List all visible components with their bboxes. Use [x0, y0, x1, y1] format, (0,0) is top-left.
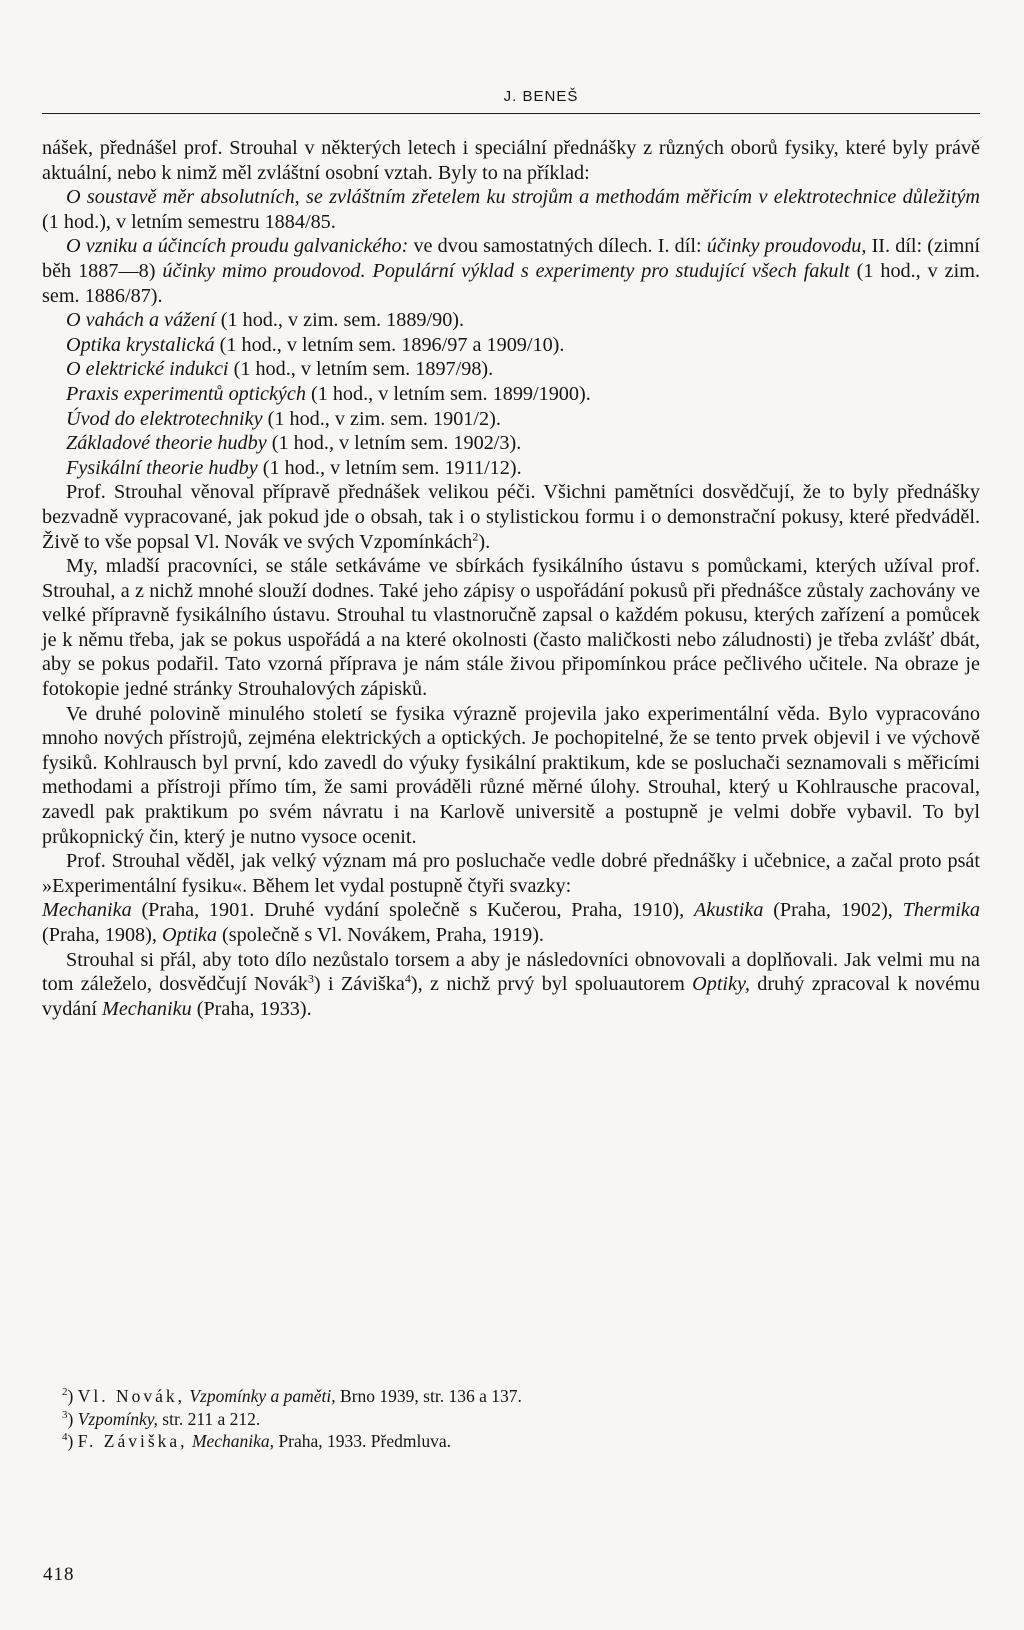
- body-text: [42, 136, 980, 1021]
- footnote: $^4$) F. Záviška, Mechanika, Praha, 1933. Předmluva.: [62, 1431, 451, 1451]
- book-list: Mechanika (Praha, 1901. Druhé vydání společně s Kučerou, Praha, 1910), Akustika (Praha, 1902), Thermika (Praha, 1908), Optika (společně s Vl. Novákem, Praha, 1919).: [42, 899, 980, 946]
- lecture-list: [42, 185, 980, 480]
- footnote: $^2$) Vl. Novák, Vzpomínky a paměti, Brno 1939, str. 136 a 137.: [62, 1386, 522, 1406]
- lecture-item: Praxis experimentů optických (1 hod., v letním sem. 1899/1900).: [66, 382, 591, 405]
- footnote-ref: 3: [307, 971, 314, 986]
- lecture-item: O soustavě měr absolutních, se zvláštním zřetelem ku strojům a methodám měřicím v elektrotechnice důležitým (1 hod.), v letním semestru 1884/85.: [42, 186, 980, 233]
- paragraph-continuation: nášek, přednášel prof. Strouhal v některých letech i speciální přednášky z různých oborů fysiky, které byly právě aktuální, nebo k nimž měl zvláštní osobní vztah. Byly to na příklad:: [42, 137, 980, 184]
- paragraph: Prof. Strouhal věděl, jak velký význam má pro posluchače vedle dobré přednášky i učebnice, a začal proto psát »Experimentální fysiku«. Během let vydal postupně čtyři svazky:: [42, 850, 980, 897]
- footnote: $^3$) Vzpomínky, str. 211 a 212.: [62, 1408, 261, 1429]
- lecture-item: O vahách a vážení (1 hod., v zim. sem. 1889/90).: [66, 309, 465, 332]
- lecture-item: Optika krystalická (1 hod., v letním sem. 1896/97 a 1909/10).: [66, 333, 565, 356]
- header-rule: [42, 113, 980, 114]
- footnote-ref: 4: [404, 971, 411, 986]
- running-head: J. BENEŠ: [503, 88, 579, 105]
- footnotes: [62, 1385, 962, 1453]
- paragraph: Ve druhé polovině minulého století se fysika výrazně projevila jako experimentální věda. Bylo vypracováno mnoho nových přístrojů, zejména elektrických a optických. Je pochopitelné, že se tento prvek objevil i ve výchově fysiků. Kohlrausch byl první, kdo zavedl do výuky fysikální praktikum, kde se posluchači seznamovali s měřicími methodami a přístroji přímo tím, že sami prováděli různé měrné úlohy. Strouhal, který u Kohlrausche pracoval, zavedl pak praktikum po svém návratu i na Karlově universitě a postupně je velmi dobře vybavil. To byl průkopnický čin, který je nutno vysoce ocenit.: [42, 702, 980, 848]
- paragraph: Strouhal si přál, aby toto dílo nezůstalo torsem a aby je následovníci obnovovali a doplňovali. Jak velmi mu na tom záleželo, dosvědčují Novák$^3$) i Záviška$^4$), z nichž prvý byl spoluautorem Optiky, druhý zpracoval k novému vydání Mechaniku (Praha, 1933).: [42, 948, 980, 1020]
- lecture-item: O elektrické indukci (1 hod., v letním sem. 1897/98).: [66, 358, 494, 381]
- lecture-item: Úvod do elektrotechniky (1 hod., v zim. sem. 1901/2).: [66, 407, 501, 430]
- paragraph: Prof. Strouhal věnoval přípravě přednášek velikou péči. Všichni pamětníci dosvědčují, že to byly přednášky bezvadně vypracované, jak pokud jde o obsah, tak i o stylistickou formu i o demonstrační pokusy, které předváděl. Živě to vše popsal Vl. Novák ve svých Vzpomínkách$^2$).: [42, 481, 980, 553]
- paragraph: My, mladší pracovníci, se stále setkáváme ve sbírkách fysikálního ústavu s pomůckami, kterých užíval prof. Strouhal, a z nichž mnohé slouží dodnes. Také jeho zápisy o uspořádání pokusů při přednášce zůstaly zachovány ve velké přípravně fysikálního ústavu. Strouhal tu vlastnoručně zapsal o každém pokusu, kterých zařízení a pomůcek je k němu třeba, jak se pokus uspořádá a na které okolnosti (často maličkosti nebo záludnosti) je třeba zvlášť dbát, aby se pokus podařil. Tato vzorná příprava je nám stále živou připomínkou práce pečlivého učitele. Na obraze je fotokopie jedné stránky Strouhalových zápisků.: [42, 555, 980, 701]
- footnote-ref: 2: [472, 528, 479, 543]
- lecture-item: O vzniku a účincích proudu galvanického: ve dvou samostatných dílech. I. díl: účinky proudovodu, II. díl: (zimní běh 1887—8) účinky mimo proudovod. Populární výklad s experimenty pro studující všech fakult (1 hod., v zim. sem. 1886/87).: [42, 235, 980, 307]
- lecture-item: Fysikální theorie hudby (1 hod., v letním sem. 1911/12).: [66, 456, 522, 479]
- lecture-item: Základové theorie hudby (1 hod., v letním sem. 1902/3).: [66, 432, 522, 455]
- page-number: 418: [43, 1564, 75, 1585]
